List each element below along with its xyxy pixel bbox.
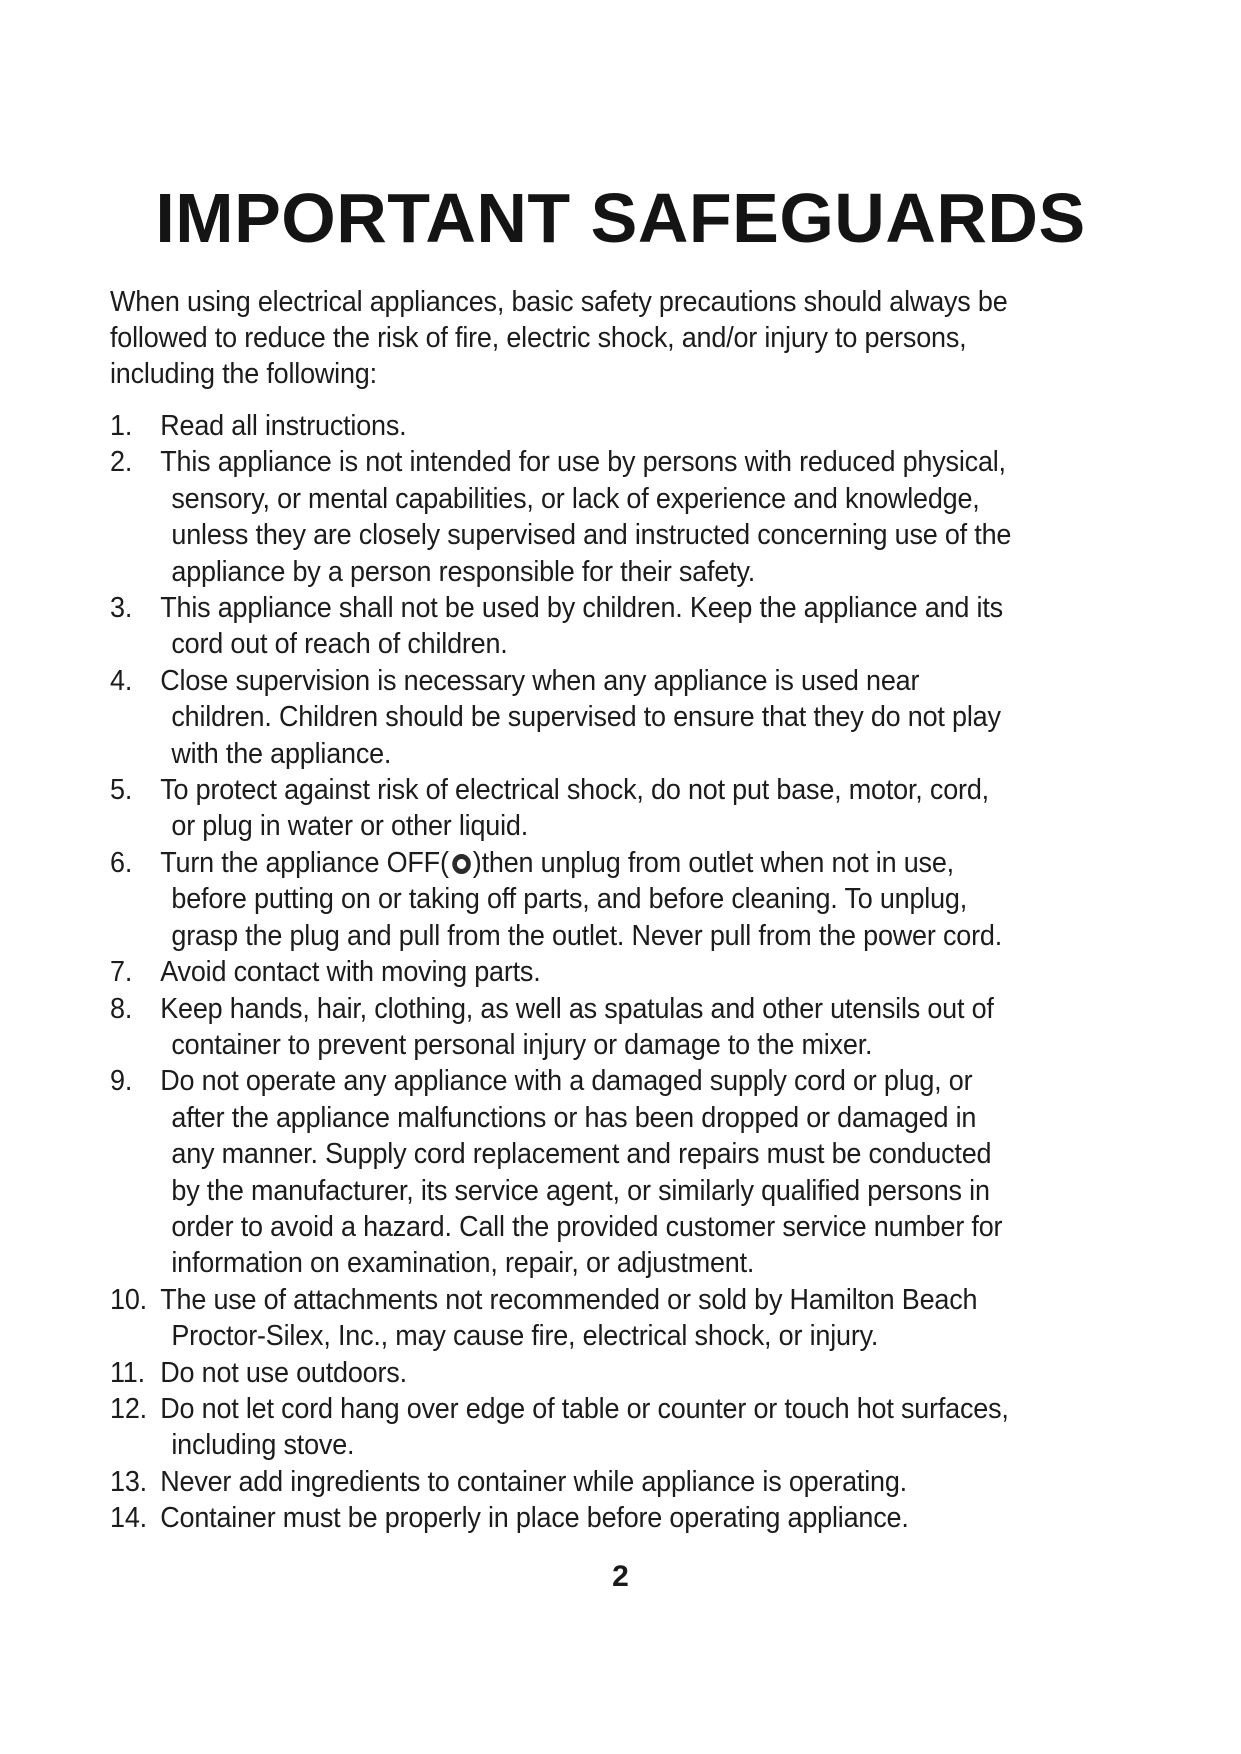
item-line: This appliance is not intended for use by persons with reduced physical, bbox=[160, 446, 1006, 479]
item-line: Never add ingredients to container while appliance is operating. bbox=[160, 1465, 907, 1498]
item-line: unless they are closely supervised and instructed concerning use of the bbox=[171, 519, 1012, 552]
item-line: any manner. Supply cord replacement and repairs must be conducted bbox=[171, 1138, 992, 1171]
item-line bbox=[160, 845, 1170, 881]
safeguard-item bbox=[110, 590, 1170, 663]
safeguard-item bbox=[110, 1464, 1170, 1500]
item-line: The use of attachments not recommended or sold by Hamilton Beach bbox=[160, 1283, 978, 1316]
safeguards-list bbox=[110, 408, 1170, 1537]
safeguard-item bbox=[110, 1391, 1170, 1464]
safeguard-item bbox=[110, 444, 1170, 590]
item-line: Close supervision is necessary when any appliance is used near bbox=[160, 664, 920, 697]
item-line: Do not let cord hang over edge of table or counter or touch hot surfaces, bbox=[160, 1392, 1009, 1425]
item-line: information on examination, repair, or adjustment. bbox=[171, 1247, 755, 1280]
item-line: Do not use outdoors. bbox=[160, 1356, 407, 1389]
item-line-text: )then unplug from outlet when not in use, bbox=[472, 846, 954, 879]
safeguard-item bbox=[110, 991, 1170, 1064]
item-line: This appliance shall not be used by children. Keep the appliance and its bbox=[160, 592, 1003, 625]
safeguard-item bbox=[110, 408, 1170, 444]
item-number: 9. bbox=[110, 1065, 133, 1098]
item-number: 1. bbox=[110, 410, 133, 442]
item-line: Keep hands, hair, clothing, as well as spatulas and other utensils out of bbox=[160, 992, 994, 1025]
item-line: with the appliance. bbox=[171, 737, 392, 770]
item-number: 5. bbox=[110, 774, 133, 807]
item-line: container to prevent personal injury or damage to the mixer. bbox=[171, 1028, 873, 1061]
item-number: 8. bbox=[110, 992, 133, 1025]
item-number: 12. bbox=[110, 1392, 147, 1425]
item-line: by the manufacturer, its service agent, or similarly qualified persons in bbox=[171, 1174, 990, 1207]
item-number: 14. bbox=[110, 1502, 147, 1535]
item-line-text: Turn the appliance OFF( bbox=[160, 846, 457, 879]
safeguard-item bbox=[110, 1063, 1170, 1281]
item-line: after the appliance malfunctions or has been dropped or damaged in bbox=[171, 1101, 977, 1134]
item-number: 2. bbox=[110, 446, 133, 479]
item-number: 7. bbox=[110, 956, 133, 989]
page-number: 2 bbox=[612, 1560, 629, 1593]
safeguard-item bbox=[110, 663, 1170, 772]
item-line: Do not operate any appliance with a damaged supply cord or plug, or bbox=[160, 1065, 973, 1098]
off-symbol-icon bbox=[452, 854, 471, 874]
item-line: Avoid contact with moving parts. bbox=[160, 956, 541, 989]
item-number: 11. bbox=[110, 1356, 145, 1389]
safeguard-item bbox=[110, 1500, 1170, 1536]
item-number: 6. bbox=[110, 846, 133, 879]
item-line: order to avoid a hazard. Call the provided customer service number for bbox=[171, 1210, 1003, 1243]
safeguard-item bbox=[110, 772, 1170, 845]
intro-line: When using electrical appliances, basic safety precautions should always be bbox=[110, 286, 1008, 318]
item-line: children. Children should be supervised to ensure that they do not play bbox=[171, 701, 1001, 734]
item-line: cord out of reach of children. bbox=[171, 628, 508, 661]
safeguard-item bbox=[110, 845, 1170, 954]
item-line: grasp the plug and pull from the outlet. Never pull from the power cord. bbox=[171, 919, 1003, 952]
item-line: sensory, or mental capabilities, or lack of experience and knowledge, bbox=[171, 482, 980, 515]
intro-paragraph bbox=[110, 284, 1133, 392]
safeguard-item bbox=[110, 954, 1170, 990]
item-number: 13. bbox=[110, 1465, 147, 1498]
item-line: Container must be properly in place before operating appliance. bbox=[160, 1502, 909, 1535]
item-line: Read all instructions. bbox=[160, 410, 407, 442]
item-number: 10. bbox=[110, 1283, 147, 1316]
item-line: Proctor-Silex, Inc., may cause fire, electrical shock, or injury. bbox=[171, 1320, 879, 1353]
intro-line: followed to reduce the risk of fire, electric shock, and/or injury to persons, bbox=[110, 322, 967, 354]
item-line: appliance by a person responsible for their safety. bbox=[171, 555, 756, 588]
item-line: or plug in water or other liquid. bbox=[171, 810, 529, 843]
item-number: 3. bbox=[110, 592, 133, 625]
item-number: 4. bbox=[110, 664, 133, 697]
safeguard-item bbox=[110, 1355, 1170, 1391]
safeguard-item bbox=[110, 1282, 1170, 1355]
item-line: before putting on or taking off parts, and before cleaning. To unplug, bbox=[171, 883, 968, 916]
item-line: including stove. bbox=[171, 1429, 355, 1462]
item-line: To protect against risk of electrical shock, do not put base, motor, cord, bbox=[160, 774, 989, 807]
page-title: IMPORTANT SAFEGUARDS bbox=[155, 179, 1086, 257]
intro-line: including the following: bbox=[110, 358, 377, 390]
